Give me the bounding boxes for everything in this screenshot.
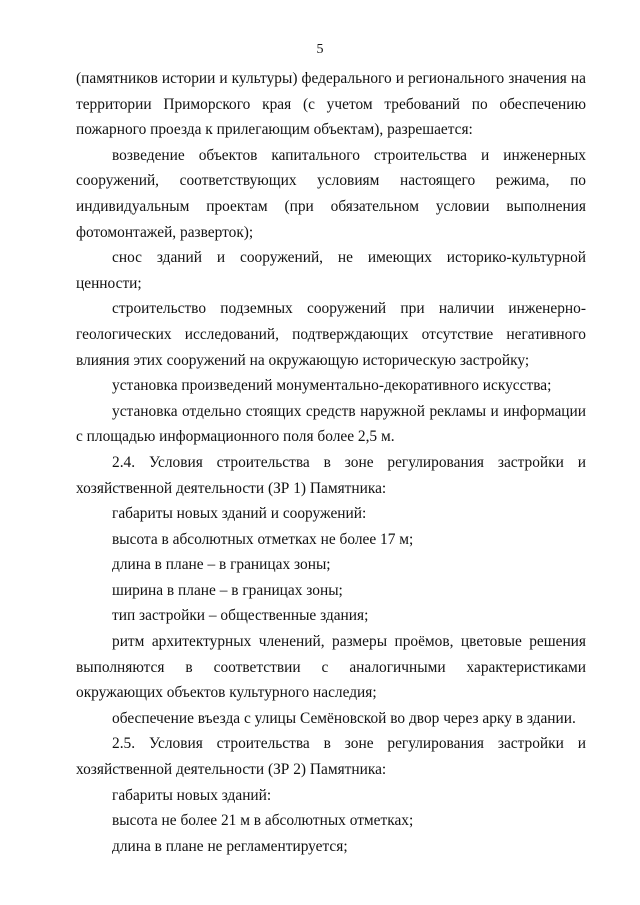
paragraph: строительство подземных сооружений при наличии инженерно-геологических исследований, подтверждающих отсутствие негативного влияния этих сооружений на окружающую историческую застройку; xyxy=(76,300,586,369)
paragraph: обеспечение въезда с улицы Семёновской во двор через арку в здании. xyxy=(112,709,576,727)
paragraph: габариты новых зданий: xyxy=(112,786,272,804)
paragraph: высота в абсолютных отметках не более 17 м; xyxy=(112,530,414,548)
paragraph: возведение объектов капитального строительства и инженерных сооружений, соответствующих условиям настоящего режима, по индивидуальным проектам (при обязательном условии выполнения фотомонтажей, разверток); xyxy=(76,146,586,241)
paragraph: ширина в плане – в границах зоны; xyxy=(112,581,343,599)
paragraph: установка отдельно стоящих средств наружной рекламы и информации с площадью информационного поля более 2,5 м. xyxy=(76,402,586,446)
paragraph: габариты новых зданий и сооружений: xyxy=(112,505,367,523)
paragraph: длина в плане – в границах зоны; xyxy=(112,556,331,574)
page-number: 5 xyxy=(316,42,324,57)
document-body xyxy=(76,66,586,859)
paragraph: (памятников истории и культуры) федерального и регионального значения на территории Приморского края (с учетом требований по обеспечению пожарного проезда к прилегающим объектам), разрешается: xyxy=(76,70,586,139)
paragraph: 2.5. Условия строительства в зоне регулирования застройки и хозяйственной деятельности (ЗР 2) Памятника: xyxy=(76,735,586,779)
paragraph: тип застройки – общественные здания; xyxy=(112,607,369,625)
paragraph: снос зданий и сооружений, не имеющих историко-культурной ценности; xyxy=(76,249,586,292)
paragraph: 2.4. Условия строительства в зоне регулирования застройки и хозяйственной деятельности (ЗР 1) Памятника: xyxy=(76,453,586,497)
paragraph: ритм архитектурных членений, размеры проёмов, цветовые решения выполняются в соответствии с аналогичными характеристиками окружающих объектов культурного наследия; xyxy=(76,633,586,702)
paragraph: высота не более 21 м в абсолютных отметках; xyxy=(112,812,414,830)
paragraph: установка произведений монументально-декоративного искусства; xyxy=(112,377,552,395)
paragraph: длина в плане не регламентируется; xyxy=(112,837,348,855)
